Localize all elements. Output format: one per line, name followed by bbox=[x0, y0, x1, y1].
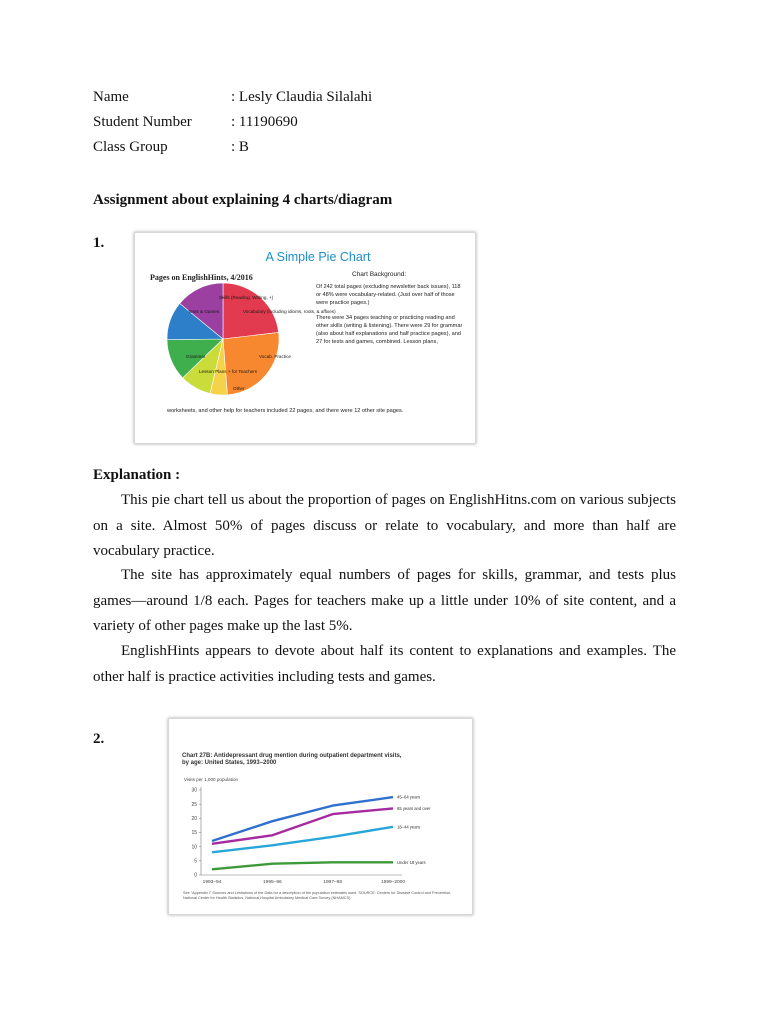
pie-chart-svg bbox=[135, 233, 475, 443]
series-label-65-years-and-over: 65 years and over bbox=[397, 805, 431, 811]
y-tick-label: 5 bbox=[194, 858, 197, 865]
line-chart-figure bbox=[168, 718, 473, 915]
student-number-label: Student Number bbox=[93, 114, 192, 130]
label-grammar: Grammar bbox=[186, 354, 206, 359]
assignment-title: Assignment about explaining 4 charts/diagram bbox=[93, 192, 393, 208]
series-label-45-64-years: 45–64 years bbox=[397, 794, 421, 800]
series-label-18-44-years: 18–44 years bbox=[397, 824, 421, 830]
label-vocabulary: Vocabulary (including idioms, roots, & affixes) bbox=[243, 309, 336, 314]
y-tick-label: 25 bbox=[191, 801, 197, 808]
explanation-paragraph-2: The site has approximately equal numbers of pages for skills, grammar, and tests plus games—around 1/8 each. Pages for teachers make up a little under 10% of site content, and a variety of other pages make up the last 5%. bbox=[93, 567, 676, 634]
x-tick-label: 1995–96 bbox=[262, 880, 282, 885]
line-chart-source-text: See “Appendix I” Sources and Limitations of the Data for a description of the population estimates used. SOURCE: Centers for Disease Control and Prevention, National Center for Health Statistics, National Hospital Ambulatory Medical Care Survey (NHAMCS). bbox=[183, 891, 452, 900]
series-label-under-18-years: Under 18 years bbox=[397, 859, 426, 865]
y-tick-label: 10 bbox=[191, 844, 197, 851]
series-line-45-64-years bbox=[212, 797, 393, 841]
chart-background-p3: worksheets, and other help for teachers included 22 pages, and there were 12 other site pages. bbox=[167, 408, 404, 414]
x-tick-label: 1997–98 bbox=[323, 880, 343, 885]
class-group-value: : B bbox=[231, 139, 249, 155]
item-number-2: 2. bbox=[93, 731, 105, 747]
label-other: Other bbox=[233, 386, 245, 391]
explanation-paragraph-3: EnglishHints appears to devote about half its content to explanations and examples. The other half is practice activities including tests and games. bbox=[93, 643, 676, 685]
line-chart-title-text: Chart 27B: Antidepressant drug mention during outpatient department visits, bbox=[182, 753, 402, 759]
y-tick-label: 30 bbox=[191, 787, 197, 794]
line-chart-title bbox=[182, 753, 403, 766]
chart-background-tail bbox=[167, 407, 467, 429]
y-tick-label: 20 bbox=[191, 815, 197, 822]
name-value: : Lesly Claudia Silalahi bbox=[231, 89, 373, 105]
pie-chart-subtitle: Pages on EnglishHints, 4/2016 bbox=[150, 273, 253, 282]
y-tick-label: 15 bbox=[191, 830, 197, 837]
pie-chart-figure bbox=[134, 232, 476, 444]
pie-chart-title: A Simple Pie Chart bbox=[265, 250, 371, 264]
explanation-heading: Explanation : bbox=[93, 467, 181, 483]
chart-background-heading: Chart Background: bbox=[352, 271, 407, 278]
item-number-1: 1. bbox=[93, 235, 105, 251]
series-line-under-18-years bbox=[212, 862, 393, 869]
label-lesson: Lesson Plans + for Teachers bbox=[199, 369, 258, 374]
class-group-label: Class Group bbox=[93, 139, 168, 155]
y-tick-label: 0 bbox=[194, 872, 197, 879]
line-chart-source bbox=[183, 891, 455, 911]
chart-background-text bbox=[316, 283, 466, 401]
line-chart-ylabel: Visits per 1,000 population bbox=[184, 777, 239, 782]
label-vocab-practice: Vocab. Practice bbox=[259, 354, 291, 359]
chart-background-p2: There were 34 pages teaching or practicing reading and other skills (writing & listening). There were 29 for grammar (also about half explanations and half practice pages), and 27 for tests and games, combined. Lesson plans, bbox=[316, 315, 463, 345]
name-label: Name bbox=[93, 89, 129, 105]
x-tick-label: 1993–94 bbox=[202, 880, 222, 885]
explanation-paragraph-1: This pie chart tell us about the proportion of pages on EnglishHitns.com on various subjects on a site. Almost 50% of pages discuss or relate to vocabulary, and more than half are vocabulary practice. bbox=[93, 492, 676, 559]
chart-background-p1: Of 242 total pages (excluding newsletter back issues), 118 or 48% were vocabulary-related. (Just over half of those were practice pages.) bbox=[316, 284, 461, 306]
label-skills: Skills (Reading, Writing, +) bbox=[219, 295, 274, 300]
student-number-value: : 11190690 bbox=[231, 114, 298, 130]
line-chart-title-line2: by age: United States, 1993–2000 bbox=[182, 760, 277, 766]
x-tick-label: 1999–2000 bbox=[380, 880, 406, 885]
pie-slice-vocab-practice bbox=[223, 332, 279, 394]
line-chart-svg bbox=[169, 719, 472, 914]
line-chart-lines bbox=[212, 795, 431, 870]
label-tests: Tests & Games bbox=[188, 309, 220, 314]
